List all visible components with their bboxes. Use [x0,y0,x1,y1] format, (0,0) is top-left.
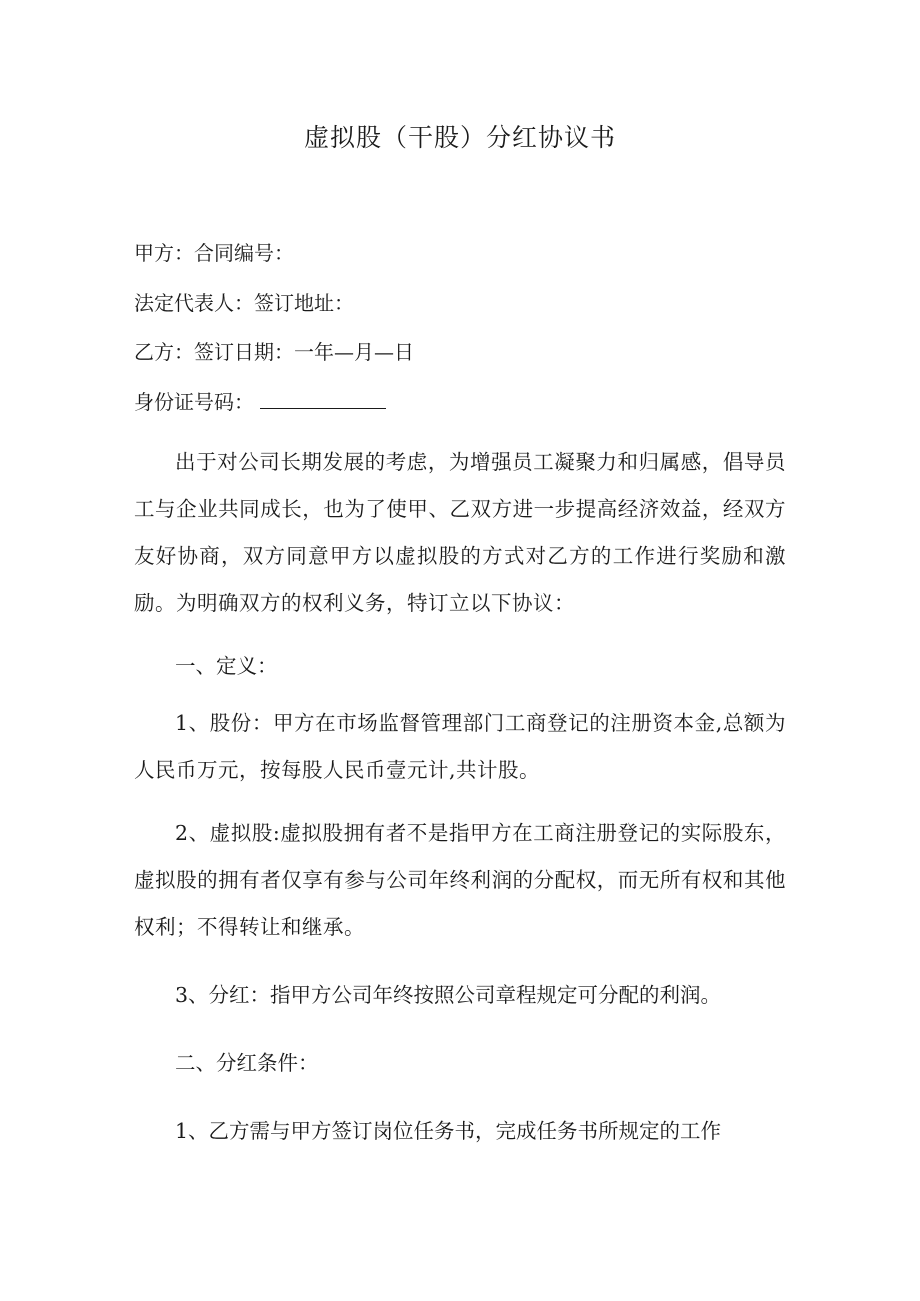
id-number-label: 身份证号码： [134,390,254,414]
document-title: 虚拟股（干股）分红协议书 [303,123,616,152]
condition-item-1: 1、乙方需与甲方签订岗位任务书，完成任务书所规定的工作 [175,1119,722,1143]
party-a-line: 甲方：合同编号： [134,241,294,265]
id-number-blank [260,390,386,409]
id-number-line [134,387,386,417]
section-1-heading: 一、定义： [175,654,278,678]
definition-item-3: 3、分红：指甲方公司年终按照公司章程规定可分配的利润。 [175,983,722,1007]
definition-item-2: 2、虚拟股:虚拟股拥有者不是指甲方在工商注册登记的实际股东，虚拟股的拥有者仅享有参与公司年终利润的分配权，而无所有权和其他权利；不得转让和继承。 [134,821,786,939]
legal-rep-line: 法定代表人：签订地址： [134,291,354,315]
definition-item-1: 1、股份：甲方在市场监督管理部门工商登记的注册资本金,总额为人民币万元，按每股人民币壹元计,共计股。 [134,711,786,782]
preamble-paragraph: 出于对公司长期发展的考虑，为增强员工凝聚力和归属感，倡导员工与企业共同成长，也为了使甲、乙双方进一步提高经济效益，经双方友好协商，双方同意甲方以虚拟股的方式对乙方的工作进行奖励和激励。为明确双方的权利义务，特订立以下协议： [134,450,786,615]
section-2-heading: 二、分红条件： [175,1051,319,1075]
party-b-line: 乙方：签订日期：一年—月—日 [134,340,414,364]
